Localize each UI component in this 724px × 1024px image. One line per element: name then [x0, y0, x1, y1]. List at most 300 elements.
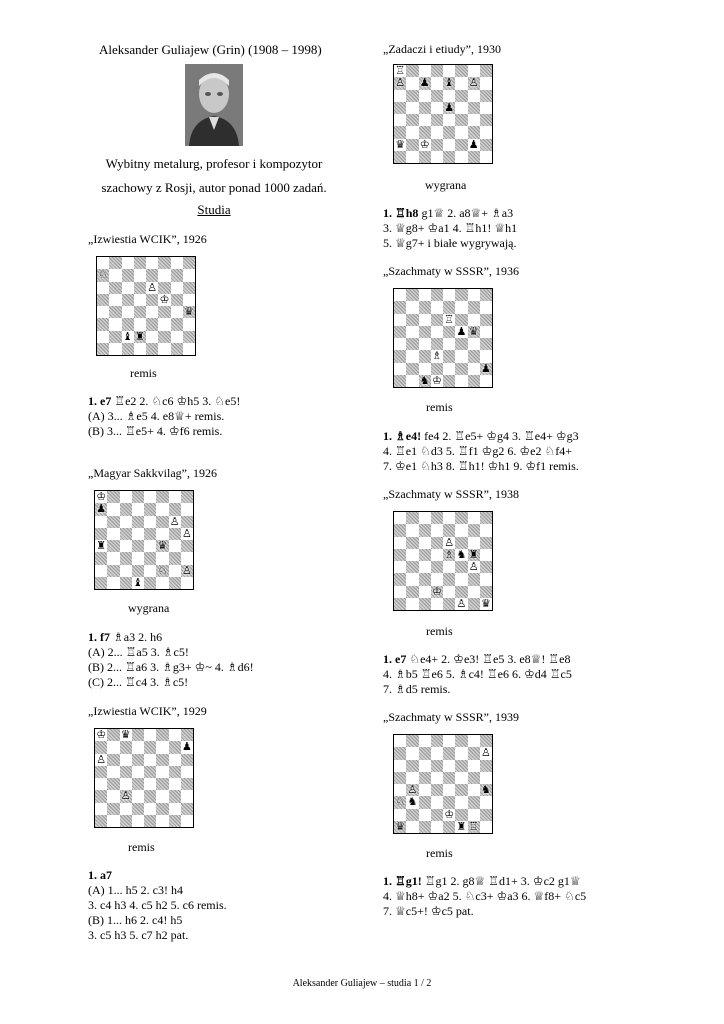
board-square	[455, 760, 467, 772]
board-square	[406, 363, 418, 375]
board-square	[419, 784, 431, 796]
board-square	[480, 326, 492, 338]
chess-piece: ♛	[395, 137, 406, 151]
solution-line: 1. e7 ♖e2 2. ♘c6 ♔h5 3. ♘e5!	[88, 394, 241, 408]
chess-piece: ♜	[96, 539, 107, 552]
board-square	[183, 282, 195, 294]
board-square	[156, 491, 168, 503]
board-square	[443, 139, 455, 151]
board-square	[122, 294, 134, 306]
board-square	[406, 809, 418, 821]
board-square	[419, 363, 431, 375]
board-square	[431, 524, 443, 536]
chess-piece: ♟	[468, 137, 479, 151]
board-square	[480, 809, 492, 821]
board-square	[443, 821, 455, 833]
solution-line: 1. f7 ♗a3 2. h6	[88, 630, 163, 644]
board-square	[480, 586, 492, 598]
board-square	[394, 151, 406, 163]
board-square	[480, 338, 492, 350]
board-square	[480, 126, 492, 138]
board-square	[480, 301, 492, 313]
board-square	[406, 326, 418, 338]
board-square	[468, 301, 480, 313]
board-square	[394, 524, 406, 536]
board-square	[146, 331, 158, 343]
board-square	[169, 766, 181, 778]
study-result: remis	[130, 366, 157, 380]
study-source: „Izwiestia WCIK”, 1926	[88, 232, 207, 246]
board-square	[443, 598, 455, 610]
board-square	[107, 754, 119, 766]
board-square	[134, 282, 146, 294]
board-square	[156, 754, 168, 766]
board-square	[132, 815, 144, 827]
board-square	[406, 350, 418, 362]
board-square	[406, 598, 418, 610]
board-square	[394, 289, 406, 301]
solution-line: (B) 2... ♖a6 3. ♗g3+ ♔~ 4. ♗d6!	[88, 660, 254, 674]
chess-piece: ♛	[395, 819, 406, 833]
board-square	[146, 343, 158, 355]
board-square	[156, 778, 168, 790]
board-square	[169, 503, 181, 515]
board-square	[171, 269, 183, 281]
board-square	[134, 318, 146, 330]
board-square	[431, 573, 443, 585]
chess-piece: ♙	[468, 76, 479, 90]
board-square	[132, 790, 144, 802]
board-square	[109, 306, 121, 318]
board-square	[144, 552, 156, 564]
board-square	[455, 90, 467, 102]
board-square	[468, 363, 480, 375]
board-square	[480, 821, 492, 833]
solution-line: 7. ♔e1 ♘h3 8. ♖h1! ♔h1 9. ♔f1 remis.	[383, 459, 579, 473]
board-square	[406, 151, 418, 163]
chess-piece: ♖	[395, 64, 406, 77]
board-square	[156, 803, 168, 815]
board-square	[443, 338, 455, 350]
board-square	[431, 512, 443, 524]
chess-piece: ♘	[157, 563, 168, 577]
board-square	[431, 735, 443, 747]
chess-piece: ♙	[147, 280, 158, 294]
board-square	[109, 343, 121, 355]
board-square	[146, 306, 158, 318]
chess-piece: ♟	[444, 100, 455, 114]
board-square	[443, 772, 455, 784]
board-square	[468, 314, 480, 326]
board-square	[455, 350, 467, 362]
board-square	[431, 314, 443, 326]
solution-line: 1. a7	[88, 868, 112, 882]
board-square	[132, 552, 144, 564]
board-square	[156, 741, 168, 753]
board-square	[95, 790, 107, 802]
board-square	[394, 747, 406, 759]
board-square	[443, 561, 455, 573]
board-square	[455, 102, 467, 114]
chess-piece: ♙	[456, 596, 467, 610]
board-square	[181, 790, 193, 802]
board-square	[394, 90, 406, 102]
board-square	[443, 512, 455, 524]
board-square	[181, 766, 193, 778]
solution-line: 3. c4 h3 4. c5 h2 5. c6 remis.	[88, 898, 227, 912]
board-square	[169, 741, 181, 753]
solution-line: 1. e7 ♘e4+ 2. ♔e3! ♖e5 3. e8♕! ♖e8	[383, 652, 571, 666]
board-square	[97, 318, 109, 330]
solution-line: 3. c5 h3 5. c7 h2 pat.	[88, 928, 189, 942]
chess-piece: ♘	[395, 795, 406, 809]
board-square	[480, 90, 492, 102]
board-square	[144, 815, 156, 827]
board-square	[455, 735, 467, 747]
board-square	[144, 577, 156, 589]
board-square	[144, 516, 156, 528]
board-square	[419, 796, 431, 808]
board-square	[146, 269, 158, 281]
board-square	[144, 741, 156, 753]
board-square	[406, 524, 418, 536]
board-square	[419, 549, 431, 561]
board-square	[169, 803, 181, 815]
board-square	[419, 747, 431, 759]
chess-piece: ♝	[122, 329, 133, 343]
board-square	[394, 809, 406, 821]
board-square	[406, 760, 418, 772]
study-result: remis	[426, 400, 453, 414]
board-square	[158, 269, 170, 281]
board-square	[443, 363, 455, 375]
board-square	[158, 257, 170, 269]
study-source: „Szachmaty w SSSR”, 1938	[383, 487, 519, 501]
board-square	[480, 114, 492, 126]
board-square	[171, 294, 183, 306]
board-square	[120, 577, 132, 589]
board-square	[431, 301, 443, 313]
board-square	[156, 577, 168, 589]
board-square	[144, 540, 156, 552]
board-square	[181, 503, 193, 515]
board-square	[455, 561, 467, 573]
chess-board	[393, 734, 493, 834]
board-square	[419, 289, 431, 301]
board-square	[455, 301, 467, 313]
board-square	[431, 65, 443, 77]
board-square	[158, 306, 170, 318]
board-square	[120, 491, 132, 503]
page-footer: Aleksander Guliajew – studia 1 / 2	[292, 978, 432, 989]
board-square	[171, 306, 183, 318]
board-square	[394, 735, 406, 747]
board-square	[144, 729, 156, 741]
chess-piece: ♜	[468, 547, 479, 561]
board-square	[107, 565, 119, 577]
board-square	[443, 289, 455, 301]
board-square	[419, 524, 431, 536]
chess-piece: ♟	[480, 361, 491, 375]
board-square	[455, 375, 467, 387]
board-square	[431, 90, 443, 102]
board-square	[419, 573, 431, 585]
board-square	[146, 318, 158, 330]
board-square	[394, 573, 406, 585]
board-square	[95, 741, 107, 753]
board-square	[169, 565, 181, 577]
board-square	[406, 586, 418, 598]
board-square	[431, 77, 443, 89]
board-square	[394, 363, 406, 375]
board-square	[406, 735, 418, 747]
board-square	[480, 524, 492, 536]
chess-piece: ♞	[419, 373, 430, 387]
board-square	[144, 491, 156, 503]
chess-piece: ♙	[169, 514, 180, 528]
board-square	[419, 90, 431, 102]
board-square	[144, 528, 156, 540]
board-square	[419, 598, 431, 610]
board-square	[431, 326, 443, 338]
board-square	[109, 269, 121, 281]
board-square	[132, 729, 144, 741]
chess-piece: ♘	[98, 268, 109, 282]
board-square	[480, 537, 492, 549]
board-square	[480, 512, 492, 524]
board-square	[144, 778, 156, 790]
board-square	[468, 796, 480, 808]
board-square	[95, 803, 107, 815]
board-square	[455, 586, 467, 598]
board-square	[443, 126, 455, 138]
chess-board	[94, 728, 194, 828]
board-square	[443, 735, 455, 747]
chess-board	[94, 490, 194, 590]
board-square	[406, 77, 418, 89]
board-square	[107, 491, 119, 503]
board-square	[431, 139, 443, 151]
board-square	[120, 552, 132, 564]
board-square	[419, 314, 431, 326]
board-square	[171, 257, 183, 269]
chess-board	[393, 511, 493, 611]
chess-piece: ♔	[96, 728, 107, 741]
board-square	[122, 306, 134, 318]
board-square	[107, 815, 119, 827]
board-square	[406, 573, 418, 585]
page-title: Aleksander Guliajew (Grin) (1908 – 1998)	[99, 42, 322, 57]
board-square	[394, 102, 406, 114]
board-square	[109, 257, 121, 269]
chess-piece: ♙	[181, 526, 192, 540]
board-square	[455, 114, 467, 126]
board-square	[455, 537, 467, 549]
board-square	[480, 375, 492, 387]
chess-piece: ♙	[181, 563, 192, 577]
study-result: remis	[426, 624, 453, 638]
chess-piece: ♛	[157, 539, 168, 552]
board-square	[183, 257, 195, 269]
board-square	[156, 503, 168, 515]
board-square	[431, 289, 443, 301]
board-square	[480, 102, 492, 114]
board-square	[406, 90, 418, 102]
board-square	[431, 549, 443, 561]
board-square	[468, 151, 480, 163]
board-square	[120, 565, 132, 577]
board-square	[156, 766, 168, 778]
board-square	[480, 77, 492, 89]
board-square	[406, 314, 418, 326]
chess-piece: ♛	[183, 305, 194, 318]
board-square	[406, 65, 418, 77]
board-square	[122, 257, 134, 269]
chess-piece: ♜	[456, 819, 467, 833]
board-square	[443, 151, 455, 163]
study-source: „Magyar Sakkvilag”, 1926	[88, 466, 217, 480]
chess-piece: ♖	[468, 819, 479, 833]
board-square	[443, 90, 455, 102]
board-square	[406, 821, 418, 833]
board-square	[394, 375, 406, 387]
board-square	[183, 343, 195, 355]
bio-line-2: szachowy z Rosji, autor ponad 1000 zadań.	[101, 180, 327, 195]
board-square	[181, 577, 193, 589]
board-square	[394, 114, 406, 126]
board-square	[109, 294, 121, 306]
board-square	[132, 803, 144, 815]
board-square	[169, 552, 181, 564]
chess-board	[393, 64, 493, 164]
board-square	[107, 766, 119, 778]
board-square	[144, 790, 156, 802]
chess-piece: ♙	[480, 746, 491, 760]
board-square	[443, 301, 455, 313]
board-square	[431, 784, 443, 796]
solution-line: 3. ♕g8+ ♔a1 4. ♖h1! ♕h1	[383, 221, 518, 235]
board-square	[132, 766, 144, 778]
board-square	[468, 375, 480, 387]
board-square	[120, 754, 132, 766]
board-square	[419, 809, 431, 821]
board-square	[431, 561, 443, 573]
board-square	[455, 289, 467, 301]
board-square	[95, 552, 107, 564]
board-square	[158, 343, 170, 355]
board-square	[158, 331, 170, 343]
solution-line: (A) 3... ♗e5 4. e8♕+ remis.	[88, 409, 225, 423]
board-square	[394, 314, 406, 326]
board-square	[394, 338, 406, 350]
board-square	[122, 282, 134, 294]
board-square	[156, 552, 168, 564]
board-square	[144, 565, 156, 577]
board-square	[443, 784, 455, 796]
board-square	[455, 338, 467, 350]
board-square	[431, 363, 443, 375]
board-square	[468, 90, 480, 102]
board-square	[95, 565, 107, 577]
chess-piece: ♞	[456, 547, 467, 561]
board-square	[169, 754, 181, 766]
board-square	[171, 282, 183, 294]
board-square	[419, 102, 431, 114]
board-square	[394, 598, 406, 610]
chess-piece: ♝	[132, 575, 143, 589]
board-square	[443, 524, 455, 536]
board-square	[480, 549, 492, 561]
board-square	[468, 102, 480, 114]
board-square	[120, 528, 132, 540]
board-square	[419, 772, 431, 784]
solution-line: 7. ♕c5+! ♔c5 pat.	[383, 904, 474, 918]
board-square	[181, 540, 193, 552]
board-square	[443, 114, 455, 126]
chess-piece: ♟	[419, 76, 430, 90]
board-square	[107, 528, 119, 540]
study-source: „Izwiestia WCIK”, 1929	[88, 704, 207, 718]
chess-piece: ♖	[444, 312, 455, 326]
board-square	[169, 577, 181, 589]
board-square	[431, 821, 443, 833]
board-square	[156, 790, 168, 802]
board-square	[95, 577, 107, 589]
board-square	[156, 815, 168, 827]
board-square	[455, 512, 467, 524]
board-square	[97, 343, 109, 355]
board-square	[443, 350, 455, 362]
board-square	[480, 796, 492, 808]
board-square	[107, 778, 119, 790]
board-square	[181, 491, 193, 503]
solution-line: 7. ♗d5 remis.	[383, 682, 451, 696]
chess-piece: ♛	[468, 324, 479, 338]
board-square	[480, 561, 492, 573]
board-square	[406, 561, 418, 573]
board-square	[406, 139, 418, 151]
board-square	[419, 126, 431, 138]
board-square	[394, 586, 406, 598]
board-square	[431, 747, 443, 759]
board-square	[468, 809, 480, 821]
chess-piece: ♙	[444, 535, 455, 549]
board-square	[419, 821, 431, 833]
board-square	[406, 301, 418, 313]
chess-piece: ♗	[444, 547, 455, 561]
study-source: „Szachmaty w SSSR”, 1939	[383, 710, 519, 724]
board-square	[107, 516, 119, 528]
board-square	[158, 318, 170, 330]
board-square	[468, 126, 480, 138]
board-square	[144, 803, 156, 815]
board-square	[134, 343, 146, 355]
board-square	[480, 289, 492, 301]
solution-line: 4. ♖e1 ♘d3 5. ♖f1 ♔g2 6. ♔e2 ♘f4+	[383, 444, 572, 458]
solution-line: 1. ♗e4! fe4 2. ♖e5+ ♔g4 3. ♖e4+ ♔g3	[383, 429, 579, 443]
board-square	[156, 729, 168, 741]
board-square	[169, 778, 181, 790]
board-square	[455, 796, 467, 808]
board-square	[394, 760, 406, 772]
chess-piece: ♝	[444, 76, 455, 90]
chess-piece: ♛	[480, 596, 491, 610]
study-result: wygrana	[128, 601, 170, 615]
chess-piece: ♙	[395, 76, 406, 90]
board-square	[394, 772, 406, 784]
board-square	[120, 766, 132, 778]
board-square	[171, 343, 183, 355]
